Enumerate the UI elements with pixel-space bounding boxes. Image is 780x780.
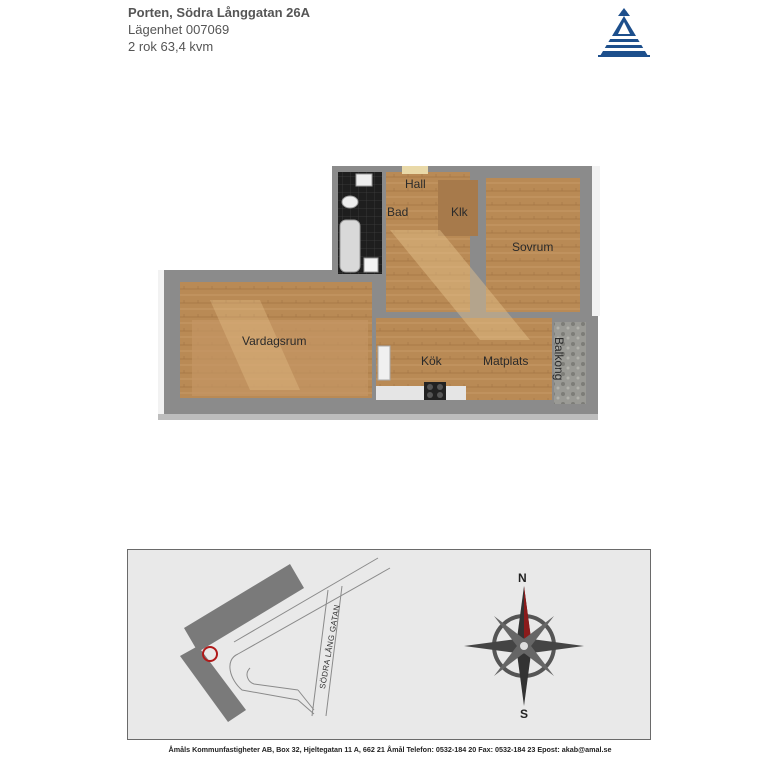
floor-plan	[150, 160, 610, 430]
room-label-bad: Bad	[387, 205, 409, 219]
header-info	[128, 4, 310, 55]
amal-tent-logo-icon	[596, 6, 652, 58]
room-label-klk: Klk	[451, 205, 468, 219]
address-title: Porten, Södra Långgatan 26A	[128, 5, 311, 20]
compass-north-label: N	[518, 571, 527, 585]
room-label-balkong: Balkong	[552, 337, 566, 381]
room-label-matplats: Matplats	[483, 354, 529, 368]
apartment-number: Lägenhet 007069	[128, 22, 230, 37]
room-label-hall: Hall	[405, 177, 426, 191]
room-label-kok: Kök	[421, 354, 442, 368]
company-contact-footer: Åmåls Kommunfastigheter AB, Box 32, Hjeltegatan 11 A, 662 21 Åmål Telefon: 0532-184 20 Fax: 0532-184 23 Epost: akab@amal.se	[168, 745, 612, 754]
room-label-sovrum: Sovrum	[512, 240, 554, 254]
street-name-label: SÖDRA LÅNG GATAN	[318, 603, 342, 690]
apartment-size: 2 rok 63,4 kvm	[128, 39, 214, 54]
location-map	[127, 549, 651, 740]
compass-south-label: S	[520, 707, 529, 721]
room-label-vardagsrum: Vardagsrum	[242, 334, 307, 348]
